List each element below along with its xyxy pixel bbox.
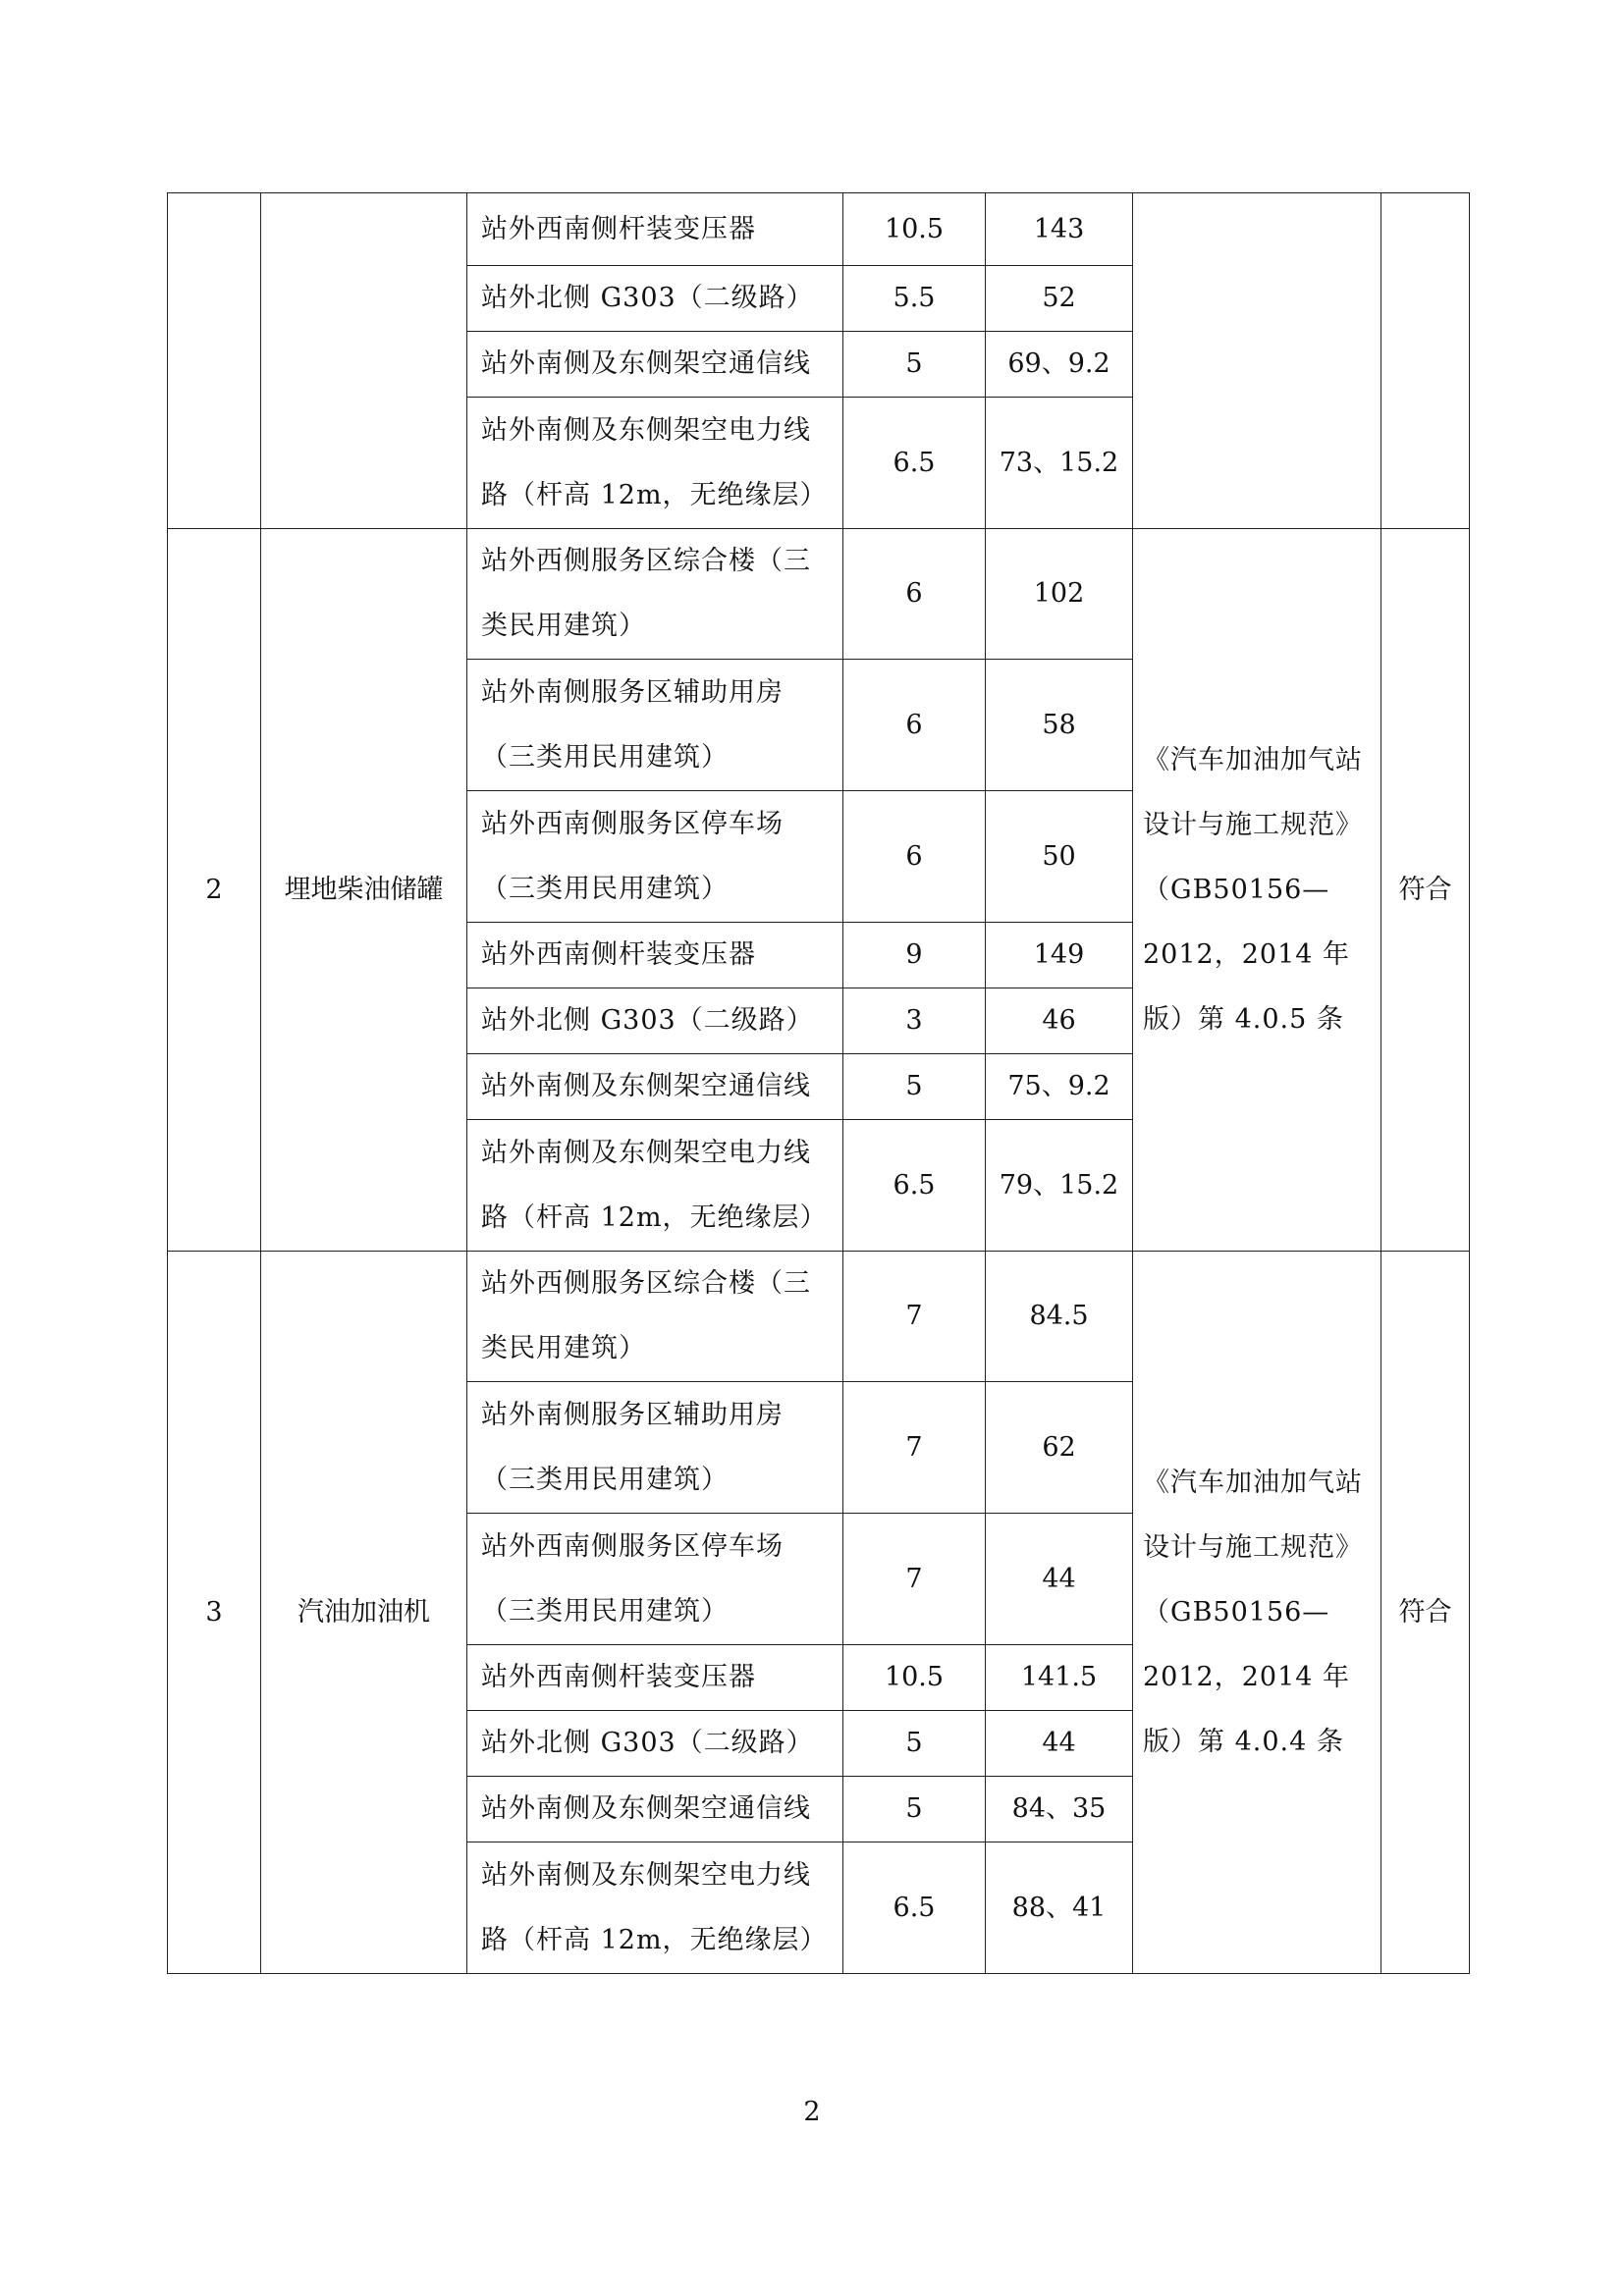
serial-number-cell: 3: [168, 1252, 261, 1974]
actual-distance-cell: 44: [986, 1514, 1133, 1645]
actual-distance-cell: 143: [986, 193, 1133, 266]
object-cell: 站外北侧 G303（二级路）: [467, 266, 843, 332]
required-distance-cell: 5: [843, 1711, 986, 1777]
actual-distance-cell: 102: [986, 529, 1133, 660]
basis-cell: 《汽车加油加气站设计与施工规范》（GB50156—2012，2014 年版）第 4.0.4 条: [1133, 1252, 1381, 1974]
object-cell: 站外南侧及东侧架空电力线路（杆高 12m，无绝缘层）: [467, 1842, 843, 1974]
object-cell: 站外北侧 G303（二级路）: [467, 1711, 843, 1777]
required-distance-cell: 6.5: [843, 1842, 986, 1974]
required-distance-cell: 6.5: [843, 1120, 986, 1252]
facility-cell: [261, 193, 467, 529]
object-cell: 站外南侧及东侧架空通信线: [467, 1054, 843, 1120]
object-cell: 站外南侧及东侧架空电力线路（杆高 12m，无绝缘层）: [467, 398, 843, 529]
basis-cell: [1133, 193, 1381, 529]
table-row: [168, 1252, 1470, 1382]
object-cell: 站外西南侧服务区停车场（三类用民用建筑）: [467, 791, 843, 923]
basis-cell: 《汽车加油加气站设计与施工规范》（GB50156—2012，2014 年版）第 4.0.5 条: [1133, 529, 1381, 1252]
object-cell: 站外北侧 G303（二级路）: [467, 988, 843, 1054]
required-distance-cell: 3: [843, 988, 986, 1054]
serial-number-cell: 2: [168, 529, 261, 1252]
object-cell: 站外南侧服务区辅助用房（三类用民用建筑）: [467, 660, 843, 791]
required-distance-cell: 10.5: [843, 1645, 986, 1711]
actual-distance-cell: 46: [986, 988, 1133, 1054]
table-row: [168, 193, 1470, 266]
required-distance-cell: 7: [843, 1514, 986, 1645]
actual-distance-cell: 69、9.2: [986, 332, 1133, 398]
required-distance-cell: 7: [843, 1382, 986, 1514]
object-cell: 站外南侧及东侧架空通信线: [467, 332, 843, 398]
object-cell: 站外西侧服务区综合楼（三类民用建筑）: [467, 529, 843, 660]
actual-distance-cell: 149: [986, 923, 1133, 988]
actual-distance-cell: 84.5: [986, 1252, 1133, 1382]
table-body: [168, 193, 1470, 1974]
result-cell: 符合: [1381, 529, 1470, 1252]
required-distance-cell: 5.5: [843, 266, 986, 332]
distance-check-table: [167, 192, 1470, 1974]
actual-distance-cell: 73、15.2: [986, 398, 1133, 529]
result-cell: 符合: [1381, 1252, 1470, 1974]
actual-distance-cell: 62: [986, 1382, 1133, 1514]
table-row: [168, 529, 1470, 660]
object-cell: 站外西南侧杆装变压器: [467, 193, 843, 266]
actual-distance-cell: 44: [986, 1711, 1133, 1777]
actual-distance-cell: 79、15.2: [986, 1120, 1133, 1252]
actual-distance-cell: 84、35: [986, 1777, 1133, 1842]
object-cell: 站外西南侧服务区停车场（三类用民用建筑）: [467, 1514, 843, 1645]
page-number: 2: [803, 2097, 821, 2127]
result-cell: [1381, 193, 1470, 529]
required-distance-cell: 6.5: [843, 398, 986, 529]
required-distance-cell: 6: [843, 660, 986, 791]
actual-distance-cell: 58: [986, 660, 1133, 791]
required-distance-cell: 6: [843, 529, 986, 660]
object-cell: 站外西侧服务区综合楼（三类民用建筑）: [467, 1252, 843, 1382]
actual-distance-cell: 75、9.2: [986, 1054, 1133, 1120]
required-distance-cell: 5: [843, 1777, 986, 1842]
actual-distance-cell: 50: [986, 791, 1133, 923]
actual-distance-cell: 88、41: [986, 1842, 1133, 1974]
actual-distance-cell: 52: [986, 266, 1133, 332]
object-cell: 站外西南侧杆装变压器: [467, 923, 843, 988]
object-cell: 站外南侧及东侧架空电力线路（杆高 12m，无绝缘层）: [467, 1120, 843, 1252]
facility-cell: 汽油加油机: [261, 1252, 467, 1974]
serial-number-cell: [168, 193, 261, 529]
actual-distance-cell: 141.5: [986, 1645, 1133, 1711]
required-distance-cell: 9: [843, 923, 986, 988]
required-distance-cell: 6: [843, 791, 986, 923]
object-cell: 站外南侧及东侧架空通信线: [467, 1777, 843, 1842]
facility-cell: 埋地柴油储罐: [261, 529, 467, 1252]
object-cell: 站外南侧服务区辅助用房（三类用民用建筑）: [467, 1382, 843, 1514]
required-distance-cell: 10.5: [843, 193, 986, 266]
required-distance-cell: 5: [843, 1054, 986, 1120]
object-cell: 站外西南侧杆装变压器: [467, 1645, 843, 1711]
required-distance-cell: 7: [843, 1252, 986, 1382]
required-distance-cell: 5: [843, 332, 986, 398]
